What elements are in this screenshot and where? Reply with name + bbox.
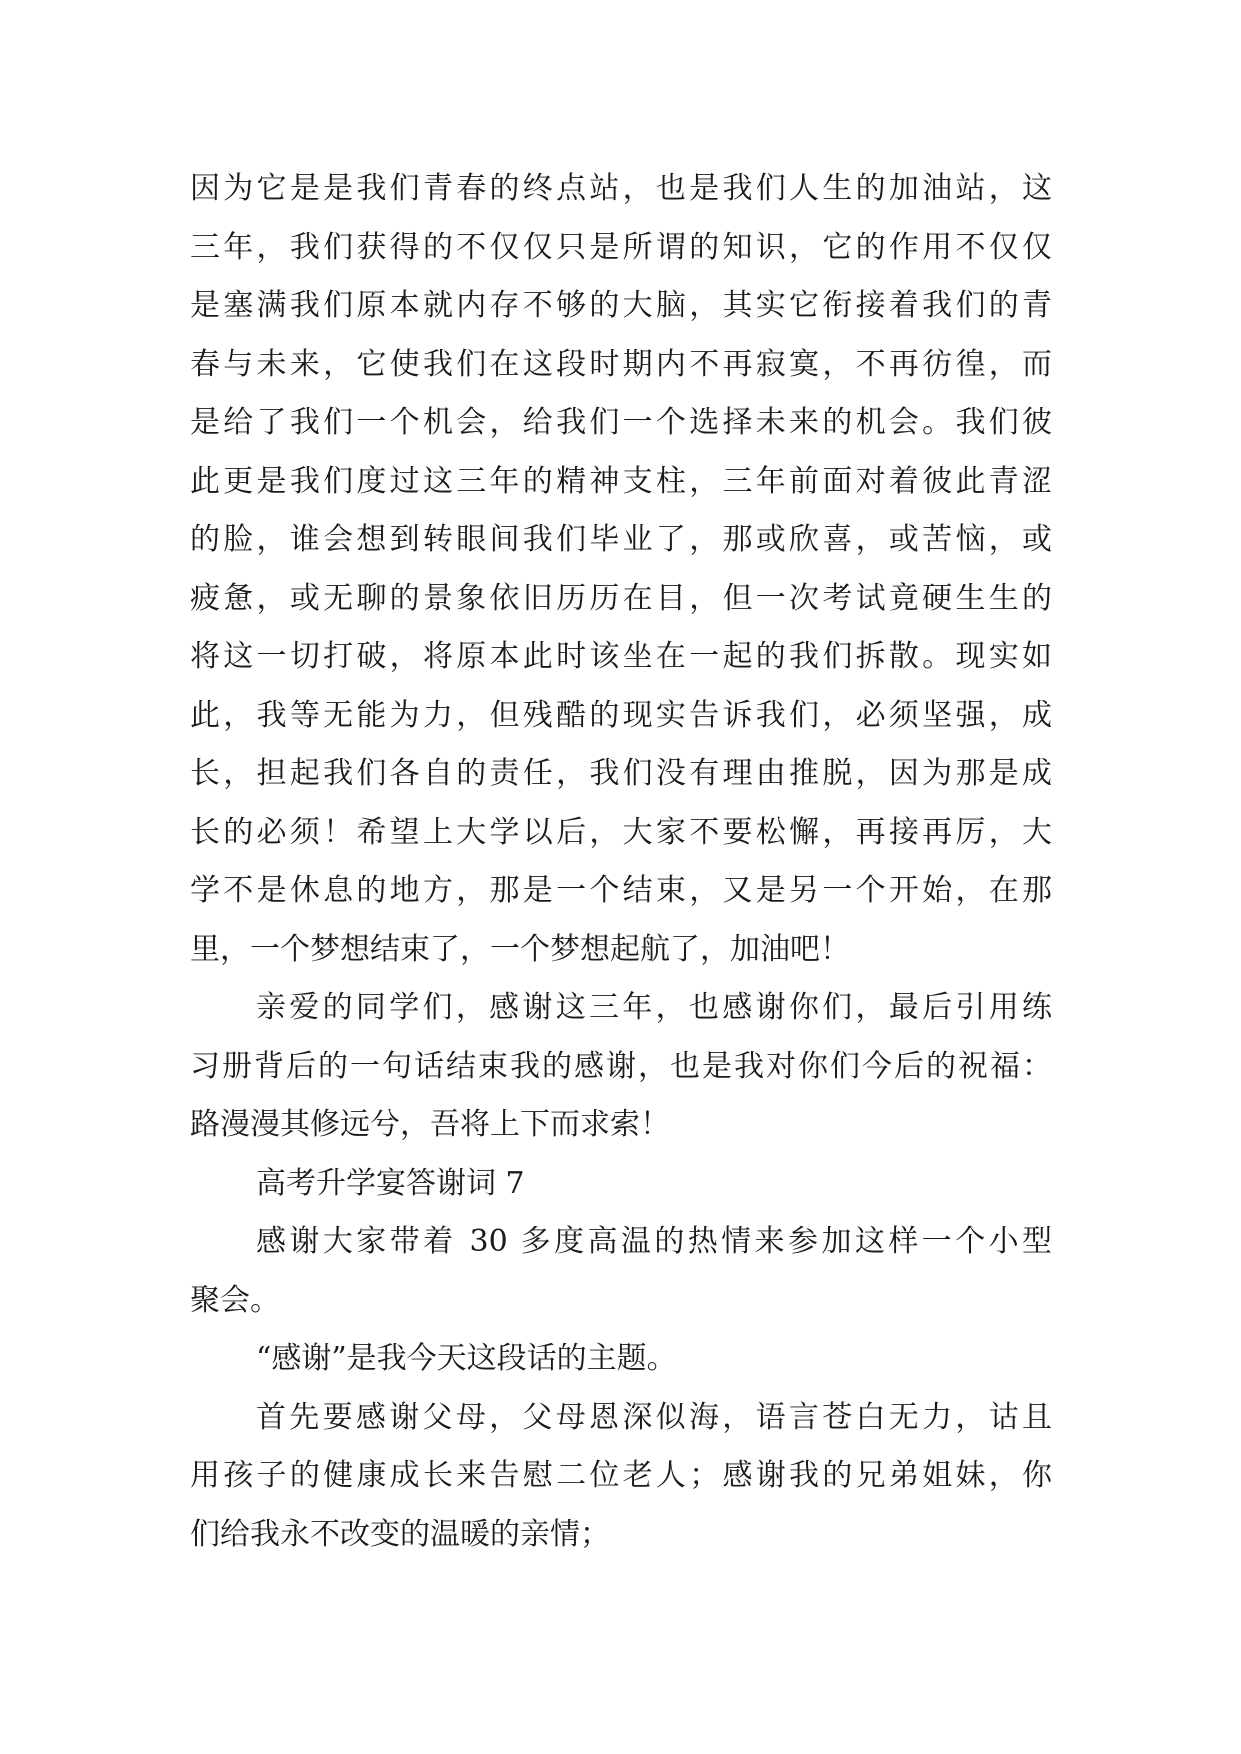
text-line: 学不是休息的地方，那是一个结束，又是另一个开始，在那 (190, 873, 1052, 908)
text-line: 的脸，谁会想到转眼间我们毕业了，那或欣喜，或苦恼，或 (190, 522, 1052, 557)
text-line: 里，一个梦想结束了，一个梦想起航了，加油吧！ (190, 931, 850, 967)
text-line: 们给我永不改变的温暖的亲情； (190, 1516, 610, 1552)
paragraph-start-line: 首先要感谢父母，父母恩深似海，语言苍白无力，诂且 (256, 1399, 1052, 1435)
section-heading: 高考升学宴答谢词 7 (256, 1165, 525, 1201)
paragraph-start-line: 亲爱的同学们，感谢这三年，也感谢你们，最后引用练 (256, 990, 1052, 1025)
text-line: 长的必须！希望上大学以后，大家不要松懈，再接再厉，大 (190, 814, 1052, 850)
text-line: 将这一切打破，将原本此时该坐在一起的我们拆散。现实如 (190, 639, 1052, 674)
text-line: 疲惫，或无聊的景象依旧历历在目，但一次考试竟硬生生的 (190, 580, 1052, 616)
text-line: 习册背后的一句话结束我的感谢，也是我对你们今后的祝福： (190, 1048, 1052, 1084)
text-line: 此更是我们度过这三年的精神支柱，三年前面对着彼此青涩 (190, 463, 1052, 499)
paragraph-start-line: 感谢大家带着 30 多度高温的热情来参加这样一个小型 (256, 1224, 1052, 1259)
text-line: 路漫漫其修远兮，吾将上下而求索！ (190, 1107, 670, 1142)
text-line: 因为它是是我们青春的终点站，也是我们人生的加油站，这 (190, 171, 1052, 206)
body-text (190, 160, 1052, 1564)
text-line: 用孩子的健康成长来告慰二位老人；感谢我的兄弟姐妹，你 (190, 1458, 1052, 1493)
text-line: 是塞满我们原本就内存不够的大脑，其实它衔接着我们的青 (190, 288, 1052, 323)
text-line: 春与未来，它使我们在这段时期内不再寂寞，不再彷徨，而 (190, 346, 1052, 382)
text-line: 聚会。 (190, 1282, 280, 1318)
text-line: 长，担起我们各自的责任，我们没有理由推脱，因为那是成 (190, 756, 1052, 791)
text-line: 三年，我们获得的不仅仅只是所谓的知识，它的作用不仅仅 (190, 229, 1052, 265)
text-line: 此，我等无能为力，但残酷的现实告诉我们，必须坚强，成 (190, 697, 1052, 733)
paragraph-start-line: “感谢”是我今天这段话的主题。 (256, 1341, 677, 1376)
text-line: 是给了我们一个机会，给我们一个选择未来的机会。我们彼 (190, 405, 1052, 440)
